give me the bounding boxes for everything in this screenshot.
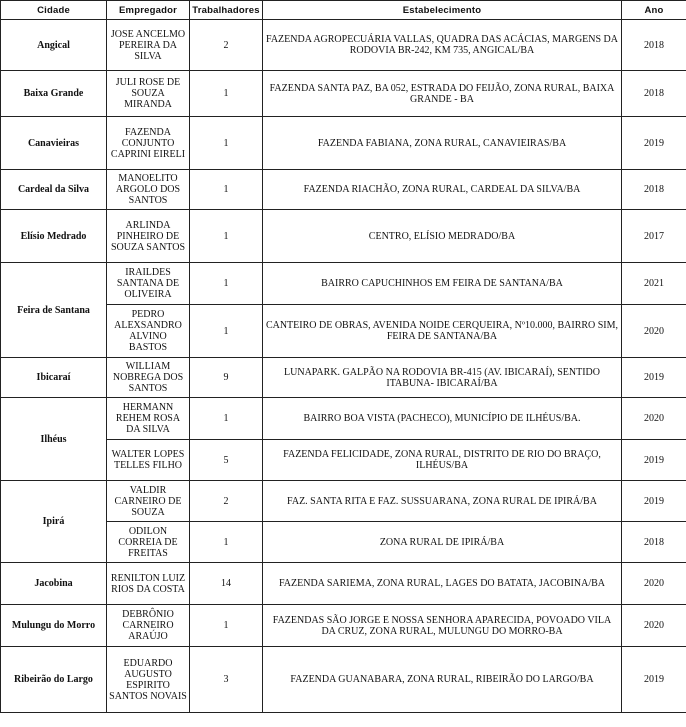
trabalhadores-cell: 9 — [190, 358, 263, 398]
estabelecimento-cell: BAIRRO CAPUCHINHOS EM FEIRA DE SANTANA/BA — [263, 263, 622, 305]
cidade-cell: Ribeirão do Largo — [1, 647, 107, 713]
header-empregador: Empregador — [107, 1, 190, 20]
estabelecimento-cell: FAZENDA SARIEMA, ZONA RURAL, LAGES DO BATATA, JACOBINA/BA — [263, 563, 622, 605]
estabelecimento-cell: FAZENDA SANTA PAZ, BA 052, ESTRADA DO FEIJÃO, ZONA RURAL, BAIXA GRANDE - BA — [263, 71, 622, 117]
trabalhadores-cell: 1 — [190, 210, 263, 263]
cidade-cell: Baixa Grande — [1, 71, 107, 117]
empregador-cell: RENILTON LUIZ RIOS DA COSTA — [107, 563, 190, 605]
ano-cell: 2021 — [622, 263, 686, 305]
ano-cell: 2018 — [622, 170, 686, 210]
cidade-cell: Angical — [1, 20, 107, 71]
cidade-cell: Ibicaraí — [1, 358, 107, 398]
trabalhadores-cell: 1 — [190, 170, 263, 210]
cidade-cell: Ilhéus — [1, 398, 107, 481]
estabelecimento-cell: FAZENDA FELICIDADE, ZONA RURAL, DISTRITO DE RIO DO BRAÇO, ILHÉUS/BA — [263, 440, 622, 481]
table-row — [1, 358, 686, 398]
header-cidade: Cidade — [1, 1, 107, 20]
trabalhadores-cell: 1 — [190, 263, 263, 305]
empregador-cell: ODILON CORREIA DE FREITAS — [107, 522, 190, 563]
estabelecimento-cell: FAZENDA RIACHÃO, ZONA RURAL, CARDEAL DA SILVA/BA — [263, 170, 622, 210]
ano-cell: 2018 — [622, 71, 686, 117]
trabalhadores-cell: 5 — [190, 440, 263, 481]
empregador-cell: IRAILDES SANTANA DE OLIVEIRA — [107, 263, 190, 305]
table-row — [1, 647, 686, 713]
table-row — [1, 20, 686, 71]
trabalhadores-cell: 1 — [190, 71, 263, 117]
estabelecimento-cell: FAZENDAS SÃO JORGE E NOSSA SENHORA APARECIDA, POVOADO VILA DA CRUZ, ZONA RURAL, MULUNGU DO MORRO-BA — [263, 605, 622, 647]
estabelecimento-cell: CANTEIRO DE OBRAS, AVENIDA NOIDE CERQUEIRA, Nº10.000, BAIRRO SIM, FEIRA DE SANTANA/BA — [263, 305, 622, 358]
empregador-cell: PEDRO ALEXSANDRO ALVINO BASTOS — [107, 305, 190, 358]
trabalhadores-cell: 1 — [190, 605, 263, 647]
estabelecimento-cell: FAZENDA AGROPECUÁRIA VALLAS, QUADRA DAS ACÁCIAS, MARGENS DA RODOVIA BR-242, KM 735, ANGICAL/BA — [263, 20, 622, 71]
ano-cell: 2017 — [622, 210, 686, 263]
empregador-cell: WILLIAM NOBREGA DOS SANTOS — [107, 358, 190, 398]
table-row — [1, 398, 686, 440]
empregador-cell: EDUARDO AUGUSTO ESPIRITO SANTOS NOVAIS — [107, 647, 190, 713]
ano-cell: 2019 — [622, 117, 686, 170]
empregador-cell: WALTER LOPES TELLES FILHO — [107, 440, 190, 481]
estabelecimento-cell: FAZENDA GUANABARA, ZONA RURAL, RIBEIRÃO DO LARGO/BA — [263, 647, 622, 713]
table-row — [1, 210, 686, 263]
trabalhadores-cell: 1 — [190, 398, 263, 440]
ano-cell: 2018 — [622, 522, 686, 563]
table-row — [1, 481, 686, 522]
cidade-cell: Elísio Medrado — [1, 210, 107, 263]
empregador-cell: DEBRÔNIO CARNEIRO ARAÚJO — [107, 605, 190, 647]
empregador-cell: JOSE ANCELMO PEREIRA DA SILVA — [107, 20, 190, 71]
trabalhadores-cell: 1 — [190, 117, 263, 170]
cidade-cell: Feira de Santana — [1, 263, 107, 358]
trabalhadores-cell: 2 — [190, 481, 263, 522]
ano-cell: 2019 — [622, 481, 686, 522]
cidade-cell: Cardeal da Silva — [1, 170, 107, 210]
header-estabelecimento: Estabelecimento — [263, 1, 622, 20]
empregador-cell: ARLINDA PINHEIRO DE SOUZA SANTOS — [107, 210, 190, 263]
empregador-cell: FAZENDA CONJUNTO CAPRINI EIRELI — [107, 117, 190, 170]
cidade-cell: Ipirá — [1, 481, 107, 563]
trabalhadores-cell: 2 — [190, 20, 263, 71]
estabelecimento-cell: FAZENDA FABIANA, ZONA RURAL, CANAVIEIRAS/BA — [263, 117, 622, 170]
ano-cell: 2019 — [622, 647, 686, 713]
empregador-cell: MANOELITO ARGOLO DOS SANTOS — [107, 170, 190, 210]
trabalhadores-cell: 1 — [190, 522, 263, 563]
estabelecimento-cell: FAZ. SANTA RITA E FAZ. SUSSUARANA, ZONA RURAL DE IPIRÁ/BA — [263, 481, 622, 522]
header-trabalhadores: Trabalhadores — [190, 1, 263, 20]
estabelecimento-cell: LUNAPARK. GALPÃO NA RODOVIA BR-415 (AV. IBICARAÍ), SENTIDO ITABUNA- IBICARAÍ/BA — [263, 358, 622, 398]
ano-cell: 2020 — [622, 305, 686, 358]
header-row — [1, 1, 686, 20]
empregador-cell: VALDIR CARNEIRO DE SOUZA — [107, 481, 190, 522]
ano-cell: 2020 — [622, 398, 686, 440]
estabelecimento-cell: CENTRO, ELÍSIO MEDRADO/BA — [263, 210, 622, 263]
ano-cell: 2019 — [622, 358, 686, 398]
estabelecimento-cell: ZONA RURAL DE IPIRÁ/BA — [263, 522, 622, 563]
cidade-cell: Canavieiras — [1, 117, 107, 170]
table-row — [1, 170, 686, 210]
trabalhadores-cell: 14 — [190, 563, 263, 605]
table-row — [1, 605, 686, 647]
header-ano: Ano — [622, 1, 686, 20]
table-row — [1, 563, 686, 605]
ano-cell: 2018 — [622, 20, 686, 71]
trabalhadores-cell: 3 — [190, 647, 263, 713]
trabalhadores-cell: 1 — [190, 305, 263, 358]
ano-cell: 2019 — [622, 440, 686, 481]
table-row — [1, 71, 686, 117]
empregador-cell: JULI ROSE DE SOUZA MIRANDA — [107, 71, 190, 117]
cidade-cell: Jacobina — [1, 563, 107, 605]
table-row — [1, 117, 686, 170]
estabelecimento-cell: BAIRRO BOA VISTA (PACHECO), MUNICÍPIO DE ILHÉUS/BA. — [263, 398, 622, 440]
ano-cell: 2020 — [622, 563, 686, 605]
empregador-cell: HERMANN REHEM ROSA DA SILVA — [107, 398, 190, 440]
cidade-cell: Mulungu do Morro — [1, 605, 107, 647]
table-row — [1, 263, 686, 305]
ano-cell: 2020 — [622, 605, 686, 647]
